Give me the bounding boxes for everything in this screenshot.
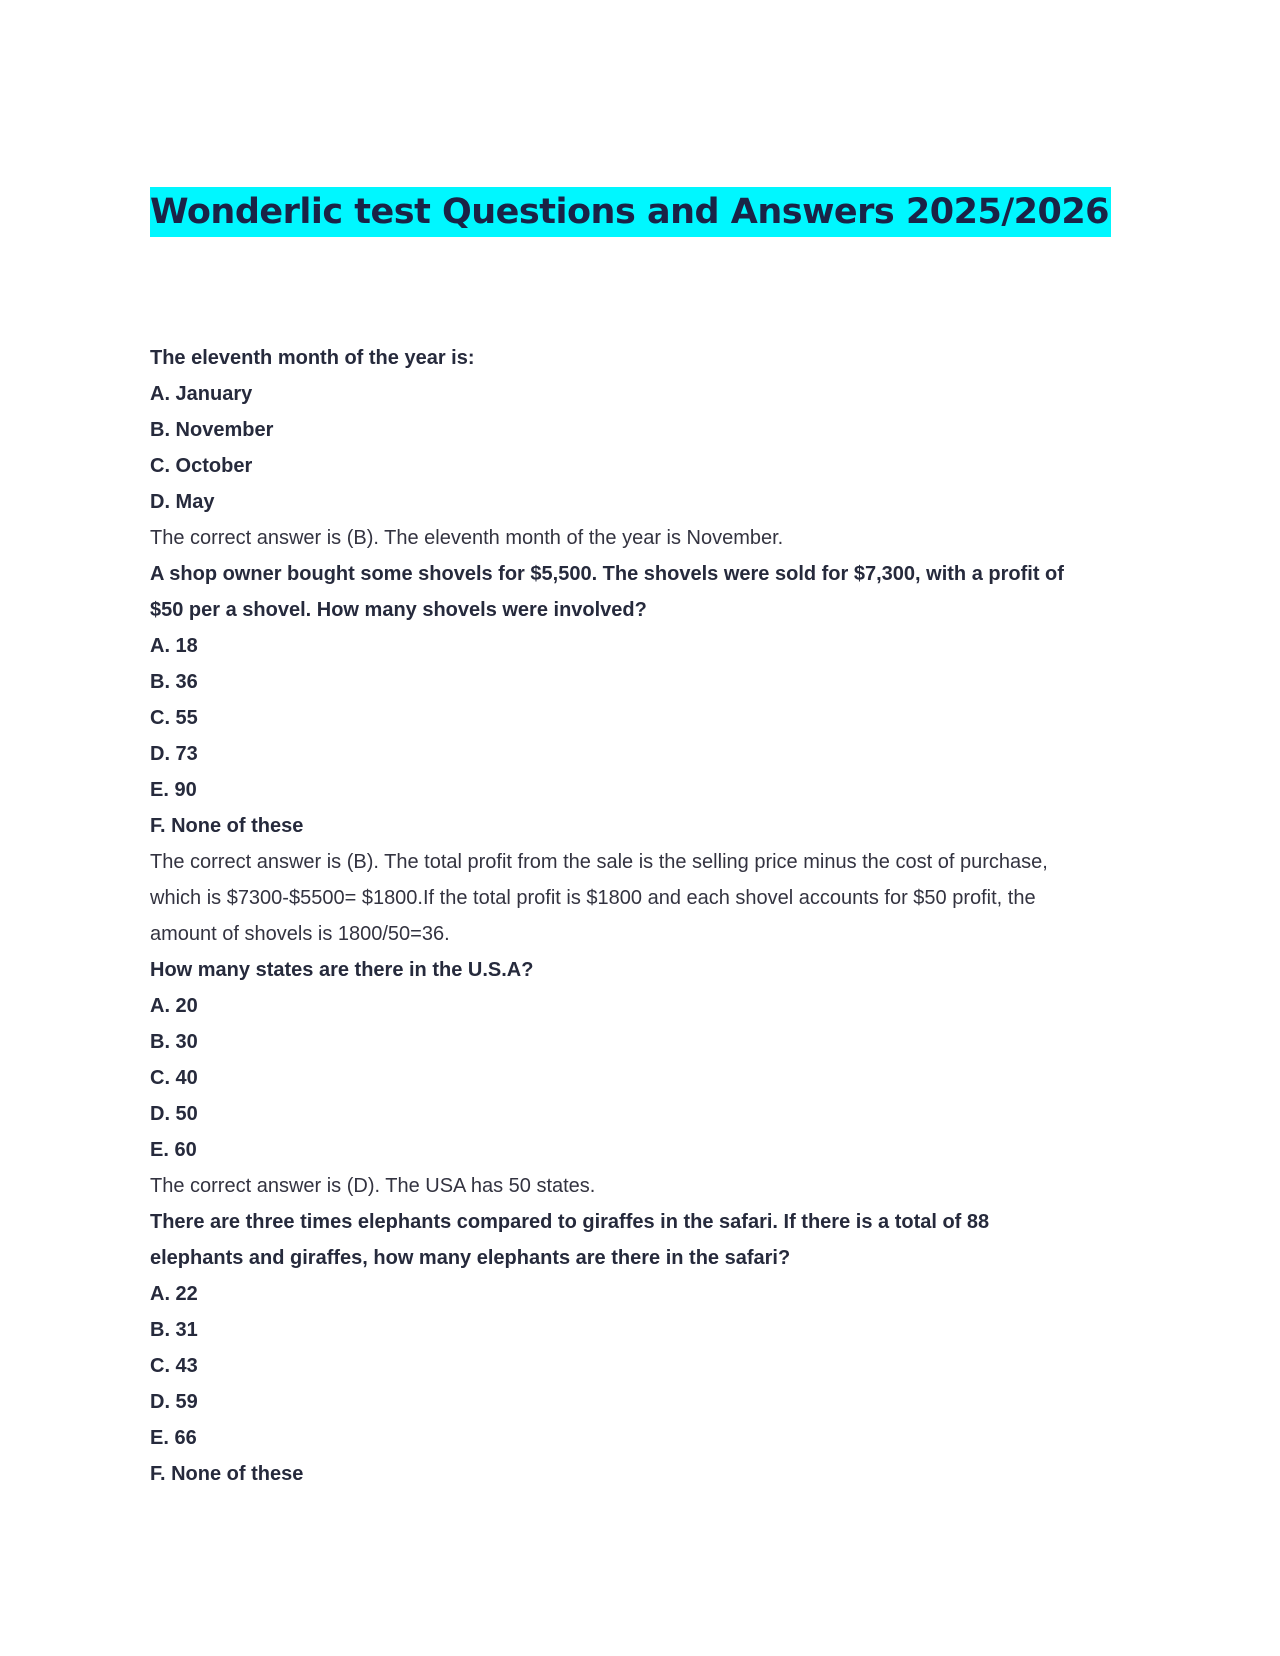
answer-option: B. November	[150, 419, 274, 441]
question-text: elephants and giraffes, how many elephants are there in the safari?	[150, 1247, 791, 1269]
answer-option: A. 22	[150, 1283, 198, 1305]
answer-option: C. October	[150, 455, 253, 477]
answer-explanation: The correct answer is (D). The USA has 50 states.	[150, 1175, 596, 1197]
answer-option: A. 20	[150, 995, 198, 1017]
answer-explanation: The correct answer is (B). The total profit from the sale is the selling price minus the cost of purchase,	[150, 851, 1048, 873]
answer-option: D. 50	[150, 1103, 198, 1125]
answer-option: C. 40	[150, 1067, 198, 1089]
answer-option: C. 55	[150, 707, 198, 729]
answer-option: B. 36	[150, 671, 198, 693]
answer-explanation: which is $7300-$5500= $1800.If the total profit is $1800 and each shovel accounts for $50 profit, the	[150, 887, 1036, 909]
answer-explanation: The correct answer is (B). The eleventh month of the year is November.	[150, 527, 784, 549]
document-title: Wonderlic test Questions and Answers 2025/2026	[150, 187, 1111, 237]
answer-option: B. 31	[150, 1319, 198, 1341]
answer-option: F. None of these	[150, 1463, 304, 1485]
answer-explanation: amount of shovels is 1800/50=36.	[150, 923, 450, 945]
question-list	[150, 340, 1130, 1492]
answer-option: F. None of these	[150, 815, 304, 837]
answer-option: E. 90	[150, 779, 197, 801]
answer-option: D. May	[150, 491, 215, 513]
question-block	[150, 1204, 1130, 1492]
question-text: There are three times elephants compared to giraffes in the safari. If there is a total of 88	[150, 1211, 990, 1233]
answer-option: C. 43	[150, 1355, 198, 1377]
question-block	[150, 340, 1130, 556]
question-text: A shop owner bought some shovels for $5,500. The shovels were sold for $7,300, with a profit of	[150, 563, 1064, 585]
answer-option: B. 30	[150, 1031, 198, 1053]
answer-option: A. 18	[150, 635, 198, 657]
question-block	[150, 952, 1130, 1204]
answer-option: E. 60	[150, 1139, 197, 1161]
question-text: How many states are there in the U.S.A?	[150, 959, 534, 981]
answer-option: D. 59	[150, 1391, 198, 1413]
question-text: $50 per a shovel. How many shovels were involved?	[150, 599, 647, 621]
answer-option: A. January	[150, 383, 253, 405]
answer-option: E. 66	[150, 1427, 197, 1449]
question-text: The eleventh month of the year is:	[150, 347, 475, 369]
question-block	[150, 556, 1130, 952]
answer-option: D. 73	[150, 743, 198, 765]
